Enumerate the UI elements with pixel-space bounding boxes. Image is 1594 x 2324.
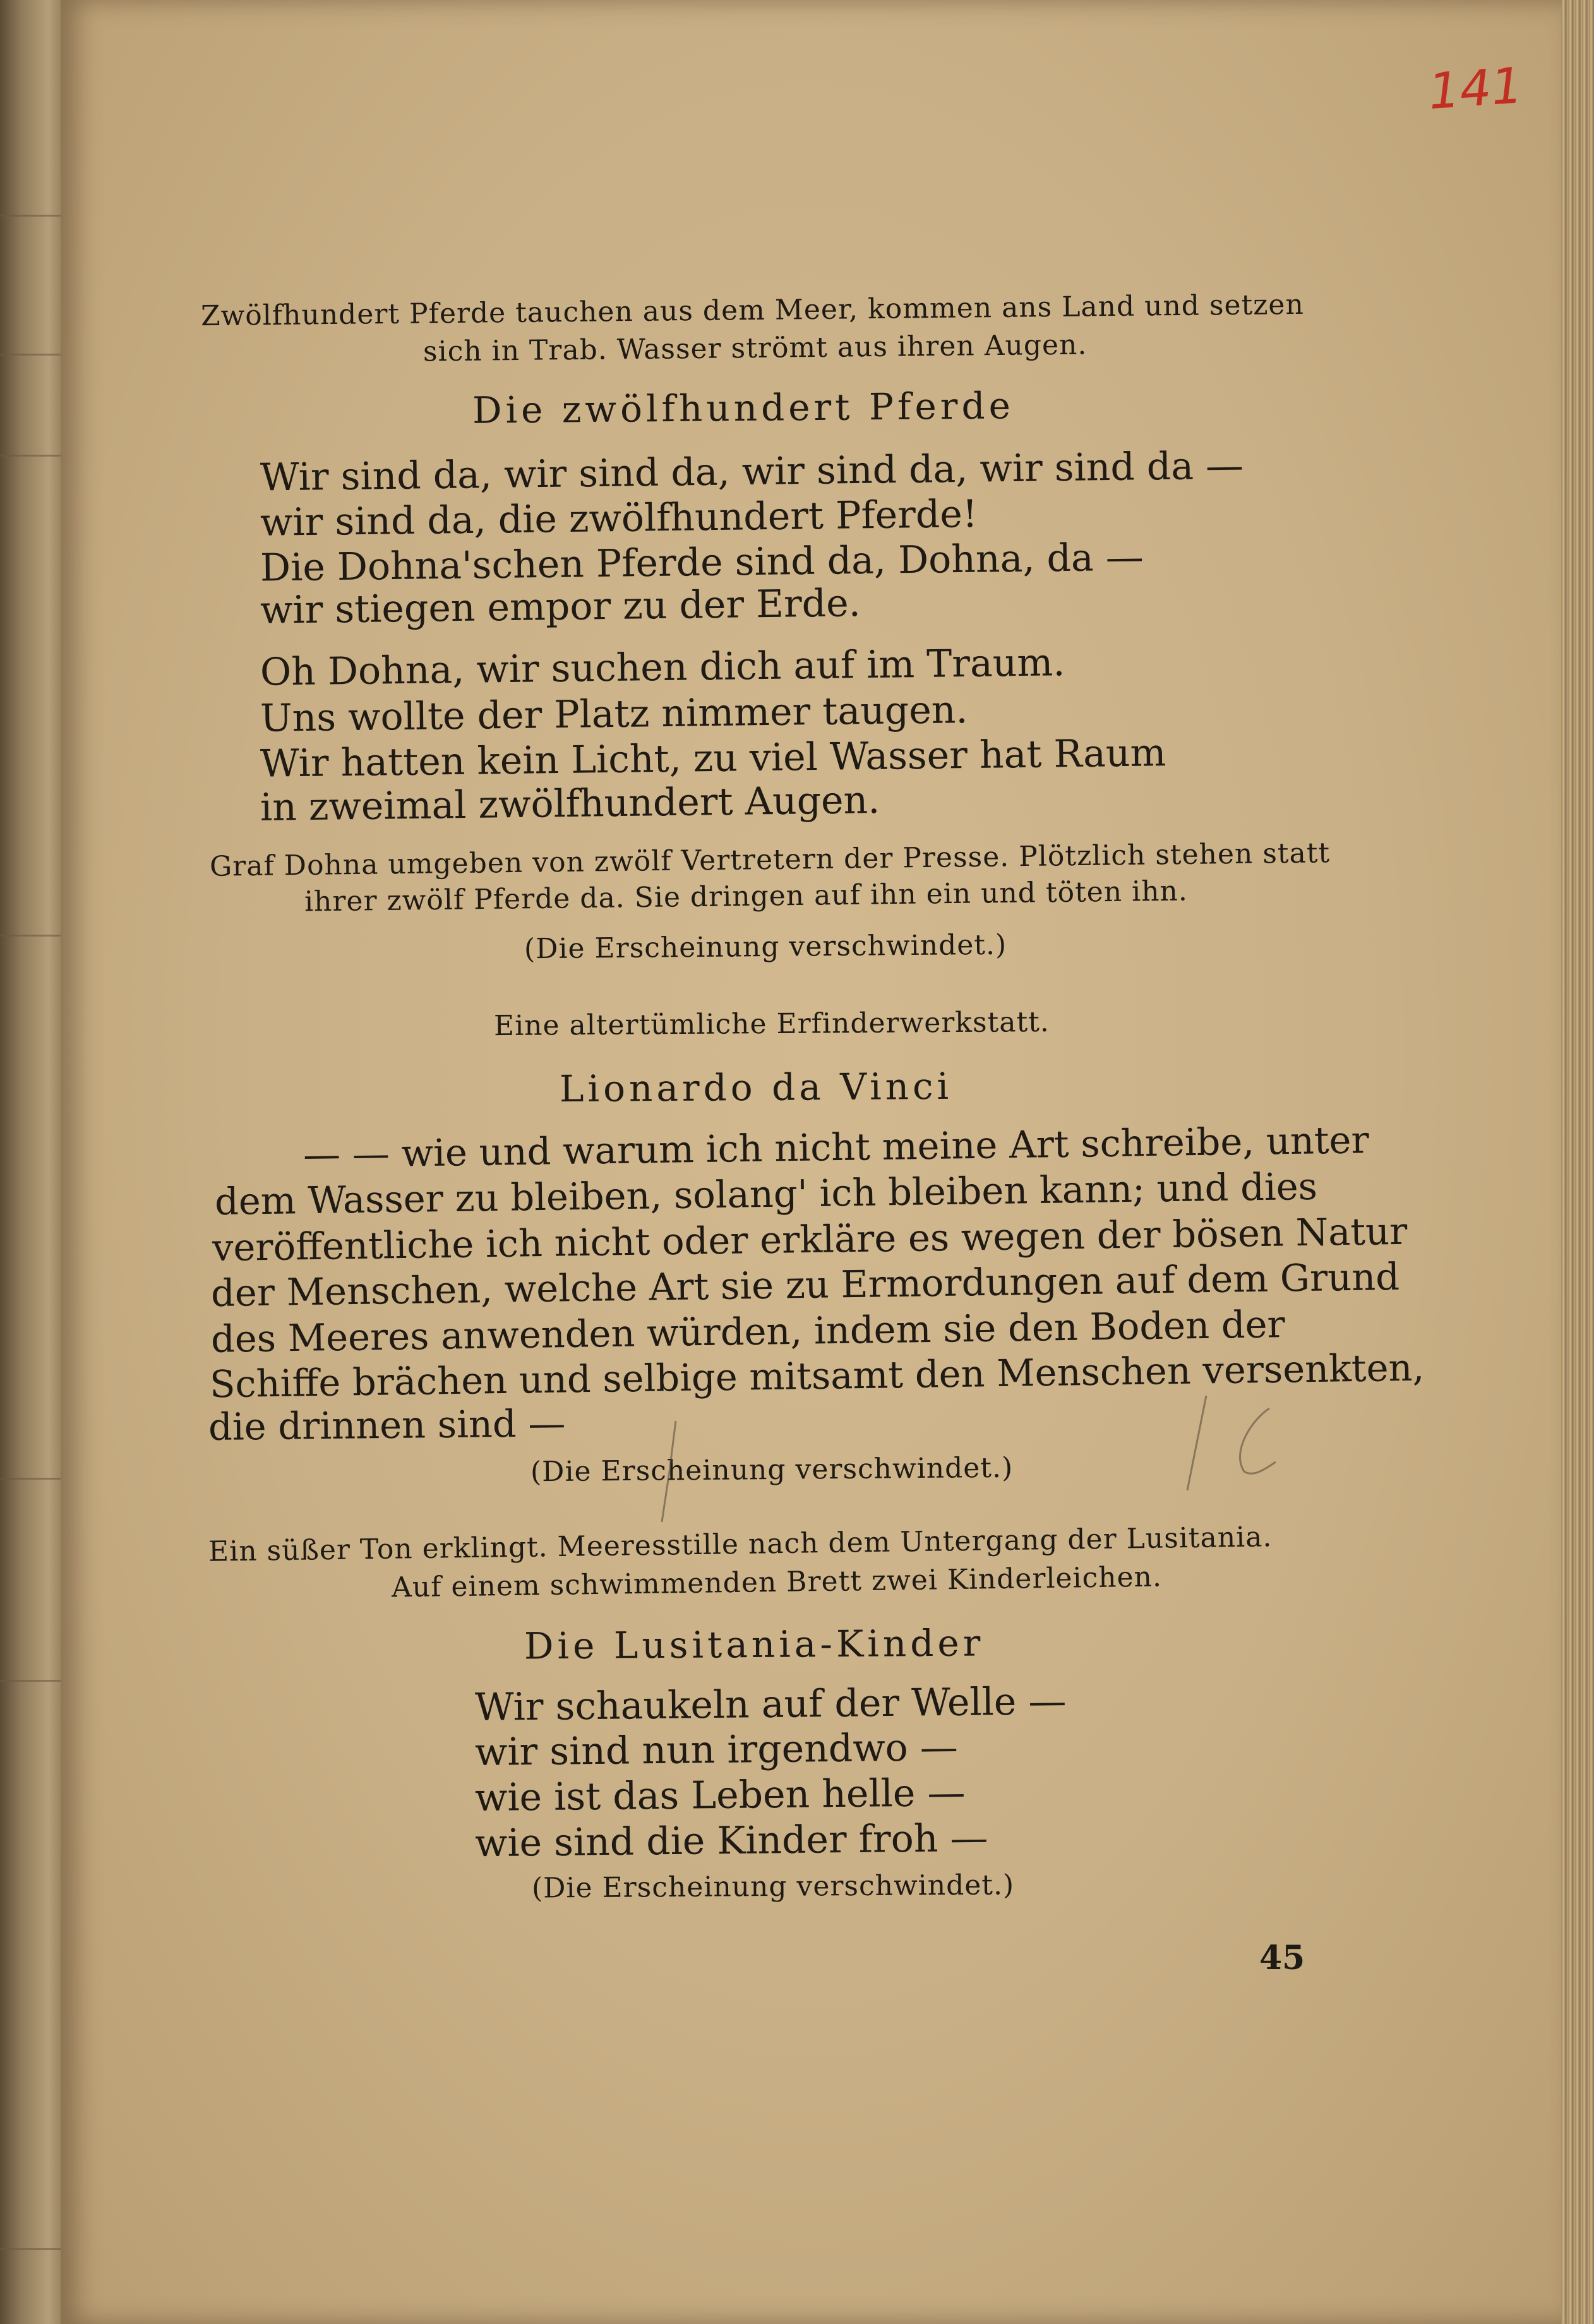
poem-title-pferde: Die zwölfhundert Pferde <box>472 384 1015 432</box>
prose-line: Schiffe brächen und selbige mitsamt den Menschen versenkten, <box>209 1345 1425 1406</box>
verse-line: wie ist das Leben helle — <box>474 1770 966 1821</box>
stage-direction-2: Eine altertümliche Erfinderwerkstatt. <box>493 1005 1050 1043</box>
page-number: 45 <box>1259 1939 1305 1977</box>
pencil-mark <box>644 1415 682 1528</box>
verse-line: in zweimal zwölfhundert Augen. <box>260 778 880 830</box>
stage-direction-1d: ihrer zwölf Pferde da. Sie dringen auf ihn ein und töten ihn. <box>304 875 1189 918</box>
prose-line: des Meeres anwenden würden, indem sie den Boden der <box>210 1302 1286 1361</box>
prose-line: die drinnen sind — <box>208 1401 566 1449</box>
verse-line: Uns wollte der Platz nimmer taugen. <box>260 688 968 741</box>
prose-line: — — wie und warum ich nicht meine Art schreibe, unter <box>303 1118 1370 1177</box>
verse-line: wir sind da, die zwölfhundert Pferde! <box>260 492 978 545</box>
exit-direction-2: (Die Erscheinung verschwindet.) <box>530 1451 1014 1488</box>
verse-line: Wir schaukeln auf der Welle — <box>474 1679 1067 1730</box>
stage-direction-1a: Zwölfhundert Pferde tauchen aus dem Meer, kommen ans Land und setzen <box>200 288 1305 333</box>
prose-line: veröffentliche ich nicht oder erkläre es wegen der bösen Natur <box>212 1209 1408 1270</box>
verse-line: Wir hatten kein Licht, zu viel Wasser hat Raum <box>260 731 1166 786</box>
verse-line: wir sind nun irgendwo — <box>474 1725 959 1775</box>
prose-line: dem Wasser zu bleiben, solang' ich bleiben kann; und dies <box>214 1164 1318 1224</box>
verse-line: wie sind die Kinder froh — <box>474 1816 988 1866</box>
poem-title-lionardo: Lionardo da Vinci <box>559 1064 953 1111</box>
verse-line: Oh Dohna, wir suchen dich auf im Traum. <box>260 640 1065 695</box>
stage-direction-1b: sich in Trab. Wasser strömt aus ihren Augen. <box>422 328 1088 368</box>
handwritten-folio-number: 141 <box>1427 57 1525 121</box>
facing-page-edge <box>0 0 61 2324</box>
pencil-mark <box>1181 1383 1295 1509</box>
exit-direction-1: (Die Erscheinung verschwindet.) <box>524 928 1007 966</box>
verse-line: Die Dohna'schen Pferde sind da, Dohna, da — <box>260 535 1144 590</box>
verse-line: Wir sind da, wir sind da, wir sind da, wir sind da — <box>260 443 1244 500</box>
poem-title-lusitania: Die Lusitania-Kinder <box>524 1621 985 1668</box>
stage-direction-3b: Auf einem schwimmenden Brett zwei Kinderleichen. <box>391 1560 1163 1604</box>
verse-line: wir stiegen empor zu der Erde. <box>260 581 861 633</box>
page-stack-edge <box>1561 0 1594 2324</box>
stage-direction-3a: Ein süßer Ton erklingt. Meeresstille nach dem Untergang der Lusitania. <box>208 1521 1273 1568</box>
exit-direction-3: (Die Erscheinung verschwindet.) <box>531 1869 1015 1905</box>
stage-direction-1c: Graf Dohna umgeben von zwölf Vertretern der Presse. Plötzlich stehen statt <box>209 837 1331 883</box>
prose-line: der Menschen, welche Art sie zu Ermordungen auf dem Grund <box>210 1254 1400 1315</box>
